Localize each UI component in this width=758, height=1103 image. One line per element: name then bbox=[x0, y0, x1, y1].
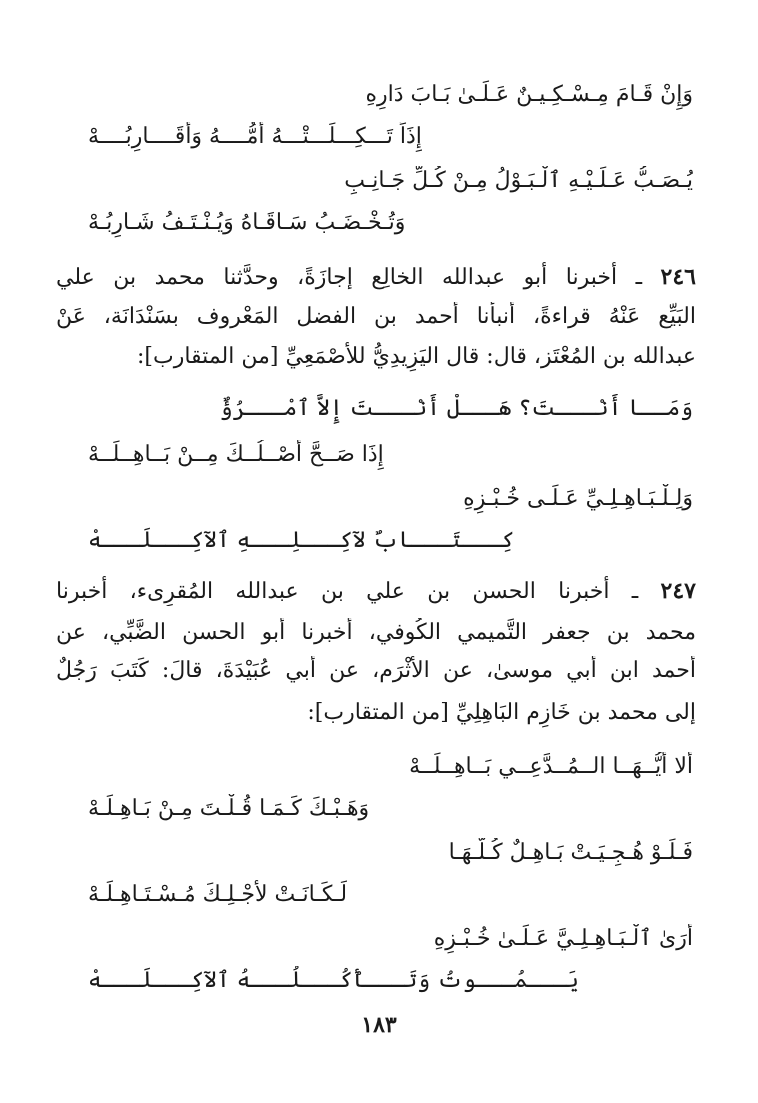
entry-247-number: ٢٤٧ bbox=[660, 578, 696, 604]
entry-247-line1 bbox=[56, 576, 696, 606]
entry-247-line3: أحمد ابن أبي موسىٰ، عن الأَثْرَم، عن أبي عُبَيْدَةَ، قالَ: كَتَبَ رَجُلٌ bbox=[56, 658, 696, 683]
entry-246-line3: عبدالله بن المُعْتَز، قال: قال اليَزِيدِيُّ للأَصْمَعِيِّ [من المتقارب]: bbox=[137, 344, 696, 369]
poem2-line2: إِذَا صَــحَّ أَصْــلُــكَ مِــنْ بَــاهِــلَــهْ bbox=[88, 442, 384, 467]
page-number: ١٨٣ bbox=[361, 1012, 397, 1038]
poem1-line2: إِذَاً تَـــكِـــلَـــتْـــهُ أُمُّــــهُ وَأَقَــــارِبُــــهْ bbox=[88, 124, 422, 149]
poem2-line3: وَلِـلْـبَـاهِـلِـيِّ عَـلَـى خُـبْـزِهِ bbox=[463, 486, 693, 511]
poem1-line3: يُـصَـبُّ عَـلَـيْـهِ ٱلْـبَـوْلُ مِـنْ كُـلِّ جَـانِـبِ bbox=[344, 168, 693, 193]
poem3-line3: فَـلَـوْ هُـجِـيَـتْ بَـاهِـلٌ كُـلُّـهَـا bbox=[448, 840, 693, 865]
entry-246-line2: البَيِّع عَنْهُ قراءةً، أنبأنا أحمد بن الفضل المَعْروف بسَنْدَانَة، عَنْ bbox=[56, 304, 696, 329]
poem3-line6: يَـــمُـــوتُ وَتَـــأْكُـــلُـــهُ ٱلآكِـــلَـــهْ bbox=[88, 968, 579, 993]
entry-246-line1-text: ـ أخبرنا أبو عبدالله الخالِع إجازَةً، وحدَّثنا محمد بن علي bbox=[56, 265, 661, 290]
poem3-line2: وَهَـبْـكَ كَـمَـا قُـلْـتَ مِـنْ بَـاهِـلَـهْ bbox=[88, 796, 370, 821]
entry-246-number: ٢٤٦ bbox=[660, 264, 696, 290]
poem2-line4: كِـــتَـــابٌ لآكِـــلِـــهِ ٱلآكِـــلَـــهْ bbox=[88, 528, 515, 553]
poem2-line1: وَمَــا أَنْـــتَ؟ هَـــلْ أَنْـــتَ إِلاَّ ٱمْـــرُؤٌ bbox=[219, 396, 693, 421]
poem1-line4: وَتُـخْـضَـبُ سَـاقَـاهُ وَيُـنْـتَـفُ شَـارِبُـهْ bbox=[88, 210, 406, 235]
poem3-line5: أَرَىٰ ٱلْـبَـاهِـلِـيَّ عَـلَـىٰ خُـبْـزِهِ bbox=[433, 926, 693, 951]
entry-247-line2: محمد بن جعفر التَّميمي الكُوفي، أخبرنا أبو الحسن الضَّبِّي، عن bbox=[56, 620, 696, 645]
entry-247-line1-text: ـ أخبرنا الحسن بن علي بن عبدالله المُقرِىء، أخبرنا bbox=[56, 579, 661, 604]
entry-246-line1 bbox=[56, 262, 696, 292]
poem3-line4: لَـكَـانَـتْ لأَجْـلِـكَ مُـسْـتَـاهِـلَـهْ bbox=[88, 882, 348, 907]
entry-247-line4: إلى محمد بن خَازِم البَاهِلِيِّ [من المتقارب]: bbox=[307, 700, 696, 725]
poem1-line1: وَإِنْ قَـامَ مِـسْـكِـيـنٌ عَـلَـىٰ بَـابَ دَارِهِ bbox=[365, 82, 693, 107]
poem3-line1: أَلا أَيُّــهَــا الــمُــدَّعِــي بَــاهِــلَــهْ bbox=[409, 754, 693, 779]
